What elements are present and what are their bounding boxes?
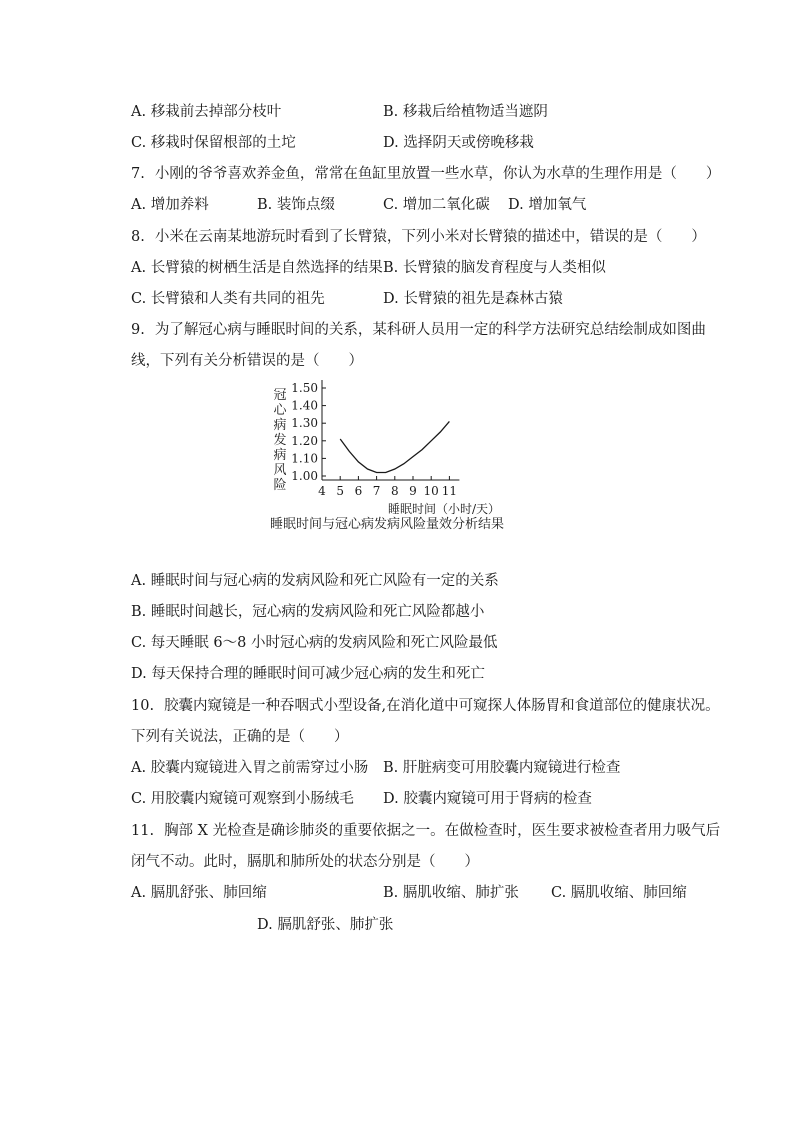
q7-stem	[131, 164, 720, 184]
q11-number: 11.	[131, 823, 155, 839]
q11-stem-line1	[131, 821, 720, 841]
q8-option-b[interactable]: B. 长臂猿的脑发育程度与人类相似	[383, 260, 606, 276]
chart-x-tick-label: 4	[318, 484, 326, 498]
q11-option-d[interactable]: D. 膈肌舒张、肺扩张	[257, 917, 394, 933]
chart-ylabel-char: 病	[273, 448, 287, 463]
q8-stem	[131, 227, 706, 247]
chart-ylabel-char: 病	[273, 418, 287, 433]
q11-option-b[interactable]: B. 膈肌收缩、肺扩张	[383, 885, 519, 901]
q8-number: 8.	[131, 229, 145, 245]
q8-option-a[interactable]: A. 长臂猿的树栖生活是自然选择的结果	[131, 260, 383, 276]
chart-y-ticks	[291, 381, 326, 483]
chart-y-tick-label: 1.30	[291, 416, 318, 431]
q10-text-1: 胶囊内窥镜是一种吞咽式小型设备,在消化道中可窥探人体肠胃和食道部位的健康状况。	[164, 698, 720, 714]
q7-option-a[interactable]: A. 增加养料	[131, 197, 209, 213]
chart-y-tick-label: 1.00	[291, 469, 318, 483]
q10-option-a[interactable]: A. 胶囊内窥镜进入胃之前需穿过小肠	[131, 760, 369, 776]
q8-option-d[interactable]: D. 长臂猿的祖先是森林古猿	[383, 291, 563, 307]
chart-ylabel-char: 冠	[273, 388, 287, 403]
q10-stem-line1	[131, 696, 720, 716]
q10-option-d[interactable]: D. 胶囊内窥镜可用于肾病的检查	[383, 791, 592, 807]
q9-option-d[interactable]: D. 每天保持合理的睡眠时间可减少冠心病的发生和死亡	[131, 666, 485, 682]
chart-x-tick-label: 9	[409, 484, 417, 498]
q9-option-b[interactable]: B. 睡眠时间越长，冠心病的发病风险和死亡风险都越小	[131, 604, 485, 620]
q7-number: 7.	[131, 166, 145, 182]
q7-text: 小刚的爷爷喜欢养金鱼，常常在鱼缸里放置一些水草，你认为水草的生理作用是（ ）	[154, 166, 721, 182]
chart-ylabel-char: 发	[273, 433, 287, 448]
q9-stem-line2: 线，下列有关分析错误的是（ ）	[131, 353, 363, 369]
chart-caption: 睡眠时间与冠心病发病风险量效分析结果	[270, 517, 505, 532]
chart-y-tick-label: 1.20	[291, 433, 318, 448]
q10-stem-line2: 下列有关说法，正确的是（ ）	[131, 729, 349, 745]
chart-axes	[322, 380, 459, 480]
q10-option-b[interactable]: B. 肝脏病变可用胶囊内窥镜进行检查	[383, 760, 621, 776]
chart-y-tick-label: 1.50	[291, 381, 318, 395]
q10-option-c[interactable]: C. 用胶囊内窥镜可观察到小肠绒毛	[131, 791, 354, 807]
q8-option-c[interactable]: C. 长臂猿和人类有共同的祖先	[131, 291, 325, 307]
chart-x-tick-label: 7	[372, 484, 381, 498]
q9-text-1: 为了解冠心病与睡眠时间的关系，某科研人员用一定的科学方法研究总结绘制成如图曲	[154, 322, 706, 338]
q7-option-d[interactable]: D. 增加氧气	[508, 197, 587, 213]
chart-y-tick-label: 1.40	[291, 398, 318, 413]
chart-ylabel-char: 风	[273, 463, 287, 478]
q6-option-c[interactable]: C. 移栽时保留根部的土坨	[131, 135, 296, 151]
chart-x-ticks	[318, 476, 457, 498]
chart-xlabel: 睡眠时间（小时/天）	[387, 502, 501, 516]
chart-x-tick-label: 6	[354, 484, 363, 498]
chart-x-tick-label: 8	[390, 484, 399, 498]
chart-y-tick-label: 1.10	[291, 451, 318, 466]
q11-option-c[interactable]: C. 膈肌收缩、肺回缩	[551, 885, 687, 901]
q7-option-c[interactable]: C. 增加二氧化碳	[383, 197, 490, 213]
q10-number: 10.	[131, 698, 155, 714]
q9-number: 9.	[131, 322, 145, 338]
q11-option-a[interactable]: A. 膈肌舒张、肺回缩	[131, 885, 267, 901]
q11-stem-line2: 闭气不动。此时，膈肌和肺所处的状态分别是（ ）	[131, 854, 479, 870]
chart-x-tick-label: 11	[441, 484, 458, 498]
q7-option-b[interactable]: B. 装饰点缀	[257, 197, 335, 213]
q6-option-d[interactable]: D. 选择阴天或傍晚移栽	[383, 135, 534, 151]
q8-text: 小米在云南某地游玩时看到了长臂猿，下列小米对长臂猿的描述中，错误的是（ ）	[154, 229, 706, 245]
chart-ylabel-char: 心	[273, 403, 287, 418]
q9-option-c[interactable]: C. 每天睡眠 6～8 小时冠心病的发病风险和死亡风险最低	[131, 635, 498, 651]
chart-plot	[262, 372, 532, 517]
q9-option-a[interactable]: A. 睡眠时间与冠心病的发病风险和死亡风险有一定的关系	[131, 573, 499, 589]
chart-series-line	[340, 421, 449, 472]
q6-option-a[interactable]: A. 移栽前去掉部分枝叶	[131, 104, 282, 120]
q11-text-1: 胸部 X 光检查是确诊肺炎的重要依据之一。在做检查时，医生要求被检查者用力吸气后	[164, 823, 721, 839]
chart-ylabel-char: 险	[273, 478, 287, 493]
q9-stem-line1	[131, 320, 706, 340]
q6-option-b[interactable]: B. 移栽后给植物适当遮阴	[383, 104, 548, 120]
chart-x-tick-label: 5	[336, 484, 345, 498]
chart-x-tick-label: 10	[423, 484, 439, 498]
